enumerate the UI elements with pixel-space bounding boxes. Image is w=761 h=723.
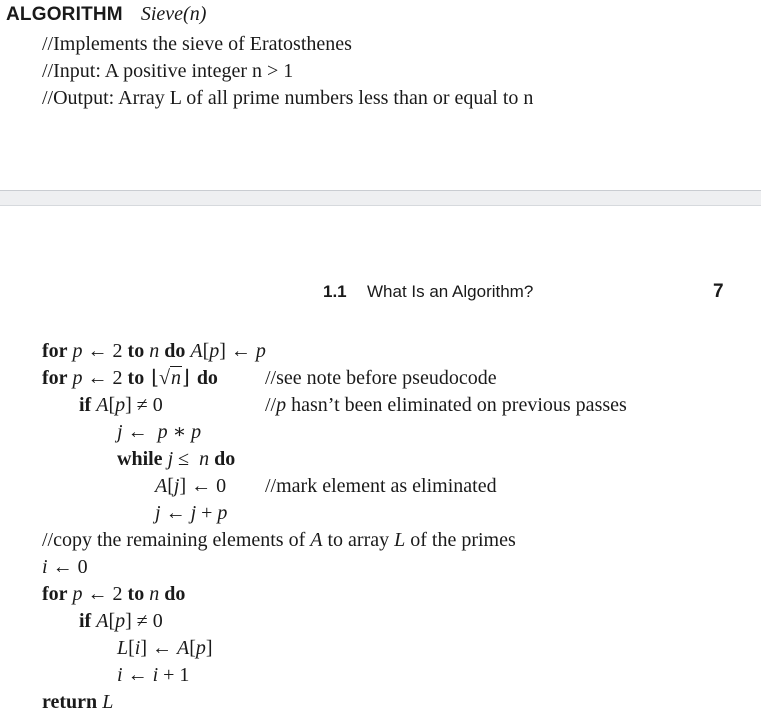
keyword-for: for: [42, 583, 68, 605]
algorithm-name: Sieve(n): [140, 3, 207, 25]
comment-mark-eliminated: //mark element as eliminated: [265, 475, 497, 497]
code-line-return: [42, 690, 113, 714]
code-line-i-increment: i ← i + 1: [117, 664, 190, 686]
code-line-copy-element: L[i] ← A[p]: [117, 637, 213, 659]
keyword-do: do: [196, 367, 218, 389]
section-title: What Is an Algorithm?: [367, 282, 534, 301]
algorithm-keyword: ALGORITHM: [6, 4, 123, 25]
keyword-do: do: [164, 340, 186, 362]
keyword-do: do: [164, 583, 186, 605]
return-value: L: [102, 691, 114, 713]
keyword-to: to: [127, 367, 145, 389]
keyword-while: while: [117, 448, 163, 470]
code-line-i-init: i ← 0: [42, 556, 88, 578]
algorithm-comment-purpose: //Implements the sieve of Eratosthenes: [42, 33, 352, 55]
code-line-j-init: j ← p ∗ p: [117, 421, 202, 443]
code-line-mark: A[j] ← 0: [155, 475, 227, 497]
section-number: 1.1: [323, 282, 347, 301]
keyword-if: if: [79, 394, 92, 416]
comment-copy-primes: //copy the remaining elements of A to array L of the primes: [42, 529, 516, 551]
comment-not-eliminated: //p hasn’t been eliminated on previous passes: [265, 394, 627, 416]
page-number: 7: [713, 281, 724, 302]
algorithm-header: [6, 1, 206, 28]
algorithm-comment-output: //Output: Array L of all prime numbers less than or equal to n: [42, 87, 534, 109]
keyword-do: do: [214, 448, 236, 470]
comment-sqrt-note: //see note before pseudocode: [265, 367, 497, 389]
code-line-while: while j ≤ n do: [117, 448, 236, 470]
code-line-copy-loop: for p ← 2 to n do: [42, 583, 186, 605]
code-line-if-not-eliminated: if A[p] ≠ 0: [79, 394, 163, 416]
code-line-init-loop: for p ← 2 to n do A[p] ← p: [42, 340, 266, 362]
algorithm-comment-input: //Input: A positive integer n > 1: [42, 60, 294, 82]
floor-sqrt-n: ⌊√n⌋: [151, 367, 190, 389]
code-line-j-increment: j ← j + p: [155, 502, 228, 524]
keyword-for: for: [42, 367, 68, 389]
code-line-if-prime: if A[p] ≠ 0: [79, 610, 163, 632]
keyword-to: to: [127, 340, 145, 362]
keyword-if: if: [79, 610, 92, 632]
keyword-for: for: [42, 340, 68, 362]
keyword-return: return: [42, 691, 98, 713]
running-header: [0, 282, 761, 306]
page-break-divider: [0, 190, 761, 206]
code-line-outer-loop: for p ← 2 to ⌊√n⌋ do: [42, 367, 218, 389]
keyword-to: to: [127, 583, 145, 605]
